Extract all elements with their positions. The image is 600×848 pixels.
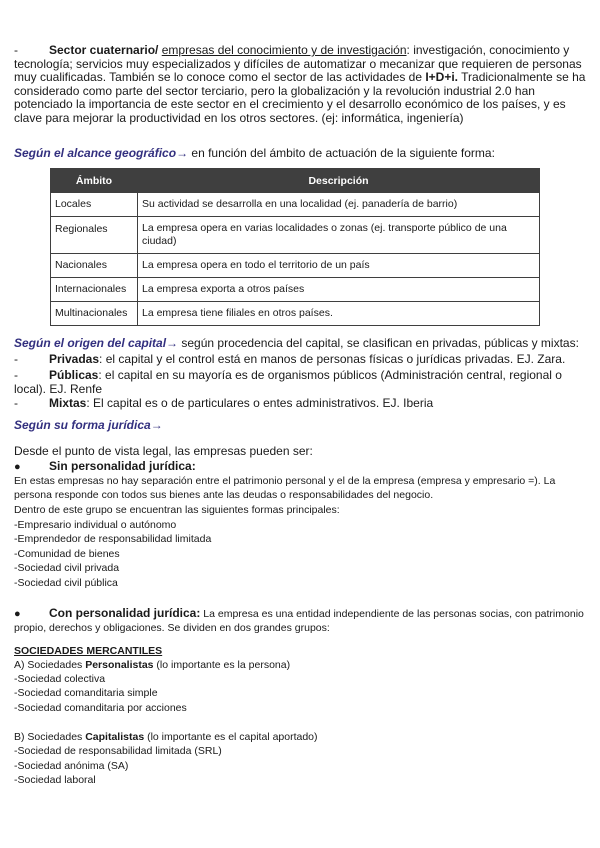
list-item: -Sociedad civil pública xyxy=(14,577,118,589)
personalistas-prefix: A) Sociedades xyxy=(14,659,86,671)
sector-cuaternario-text-2: Tradicionalmente se ha considerado como parte del sector terciario, pero la globalización y la revolución industrial 2.0 han potenciado la importancia de este sector en el crecimiento y el desarrollo económico de los países, y es clave para mejorar la productividad en los otros sectores. (ej: informática, ingeniería) xyxy=(14,70,586,125)
origen-label-privadas: Privadas xyxy=(49,352,100,366)
dash-marker: - xyxy=(14,43,18,57)
table-header-row xyxy=(51,169,540,193)
table-cell-descripcion: Su actividad se desarrolla en una localidad (ej. panadería de barrio) xyxy=(138,193,540,217)
mercantiles-title: SOCIEDADES MERCANTILES xyxy=(14,645,163,657)
juridica-intro: Desde el punto de vista legal, las empresas pueden ser: xyxy=(14,444,313,458)
alcance-table xyxy=(50,168,540,326)
list-item: -Sociedad colectiva xyxy=(14,673,106,685)
table-header-ambito: Ámbito xyxy=(51,169,138,193)
con-personalidad-desc: La empresa es una entidad independiente de las personas socias, con patrimonio propio, derechos y obligaciones. Se dividen en dos grandes grupos: xyxy=(14,608,584,635)
table-row xyxy=(51,217,540,254)
list-item: -Sociedad laboral xyxy=(14,774,96,786)
table-cell-ambito: Regionales xyxy=(51,217,138,254)
juridica-heading-line xyxy=(14,418,594,432)
id-label: I+D+i. xyxy=(425,70,459,85)
origen-text-mixtas: : El capital es o de particulares o entes administrativos. EJ. Iberia xyxy=(86,396,434,410)
capitalistas-suffix: (lo importante es el capital aportado) xyxy=(144,731,318,743)
table-cell-ambito: Internacionales xyxy=(51,278,138,302)
origen-intro: según procedencia del capital, se clasifican en privadas, públicas y mixtas: xyxy=(178,336,579,350)
table-row xyxy=(51,302,540,326)
dash-marker: - xyxy=(14,368,18,382)
origen-text-privadas: : el capital y el control está en manos de personas físicas o jurídicas privadas. EJ. Zara. xyxy=(99,352,566,366)
table-row xyxy=(51,193,540,217)
personalistas-label: Personalistas xyxy=(85,659,154,671)
list-item: -Comunidad de bienes xyxy=(14,548,120,560)
list-item: -Sociedad comanditaria simple xyxy=(14,687,158,699)
list-item: -Sociedad comanditaria por acciones xyxy=(14,702,187,714)
table-row xyxy=(51,254,540,278)
origen-label-publicas: Públicas xyxy=(49,368,99,382)
table-cell-descripcion: La empresa opera en varias localidades o zonas (ej. transporte público de una ciudad) xyxy=(138,217,540,254)
sin-personalidad-intro: Dentro de este grupo se encuentran las siguientes formas principales: xyxy=(14,504,340,516)
sin-personalidad-heading xyxy=(14,459,594,473)
table-cell-ambito: Multinacionales xyxy=(51,302,138,326)
list-item: -Emprendedor de responsabilidad limitada xyxy=(14,533,212,545)
list-item: -Empresario individual o autónomo xyxy=(14,519,177,531)
table-cell-descripcion: La empresa opera en todo el territorio de un país xyxy=(138,254,540,278)
con-personalidad-title: Con personalidad jurídica: xyxy=(49,606,201,620)
origen-item-mixtas xyxy=(14,397,586,411)
origen-heading-line xyxy=(14,336,594,350)
sin-personalidad-title: Sin personalidad jurídica: xyxy=(49,459,196,473)
list-item: -Sociedad de responsabilidad limitada (SRL) xyxy=(14,745,222,757)
bullet-icon: ● xyxy=(14,608,21,620)
arrow-icon: → xyxy=(166,336,179,350)
juridica-heading: Según su forma jurídica xyxy=(14,418,151,432)
table-cell-descripcion: La empresa exporta a otros países xyxy=(138,278,540,302)
mercantiles-title-line xyxy=(14,644,586,658)
alcance-heading: Según el alcance geográfico xyxy=(14,146,177,160)
con-personalidad-paragraph xyxy=(14,606,590,636)
dash-marker: - xyxy=(14,352,18,366)
origen-item-publicas xyxy=(14,369,586,396)
capitalistas-heading xyxy=(14,730,586,744)
capitalistas-label: Capitalistas xyxy=(85,731,145,743)
table-cell-descripcion: La empresa tiene filiales en otros países. xyxy=(138,302,540,326)
personalistas-heading xyxy=(14,658,586,672)
alcance-heading-line xyxy=(14,146,594,160)
origen-text-publicas: : el capital en su mayoría es de organismos públicos (Administración central, regional o local). EJ. Renfe xyxy=(14,368,562,396)
sector-cuaternario-subtitle: empresas del conocimiento y de investigación xyxy=(161,43,407,57)
capitalistas-prefix: B) Sociedades xyxy=(14,731,86,743)
arrow-icon: → xyxy=(176,146,189,160)
bullet-icon: ● xyxy=(14,461,21,473)
origen-item-privadas xyxy=(14,353,586,367)
table-header-descripcion: Descripción xyxy=(138,169,540,193)
table-cell-ambito: Locales xyxy=(51,193,138,217)
sector-cuaternario-paragraph xyxy=(14,44,586,126)
list-item: -Sociedad anónima (SA) xyxy=(14,760,129,772)
alcance-intro: en función del ámbito de actuación de la siguiente forma: xyxy=(188,146,495,160)
origen-label-mixtas: Mixtas xyxy=(49,396,87,410)
sector-cuaternario-text: : investigación, conocimiento y tecnología; servicios muy especializados y difíciles de automatizar o mecanizar que requieren de personas muy cualificadas. También se lo conoce como el sector de las actividades de xyxy=(14,43,582,85)
personalistas-suffix: (lo importante es la persona) xyxy=(153,659,291,671)
table-row xyxy=(51,278,540,302)
dash-marker: - xyxy=(14,396,18,410)
list-item: -Sociedad civil privada xyxy=(14,562,120,574)
sector-cuaternario-title: Sector cuaternario/ xyxy=(49,43,159,57)
arrow-icon: → xyxy=(150,418,163,432)
origen-heading: Según el origen del capital xyxy=(14,336,167,350)
sin-personalidad-desc: En estas empresas no hay separación entre el patrimonio personal y el de la empresa (empresa y empresario =). La persona responde con todos sus bienes ante las deudas o responsabilidades del negocio. xyxy=(14,475,556,502)
table-cell-ambito: Nacionales xyxy=(51,254,138,278)
